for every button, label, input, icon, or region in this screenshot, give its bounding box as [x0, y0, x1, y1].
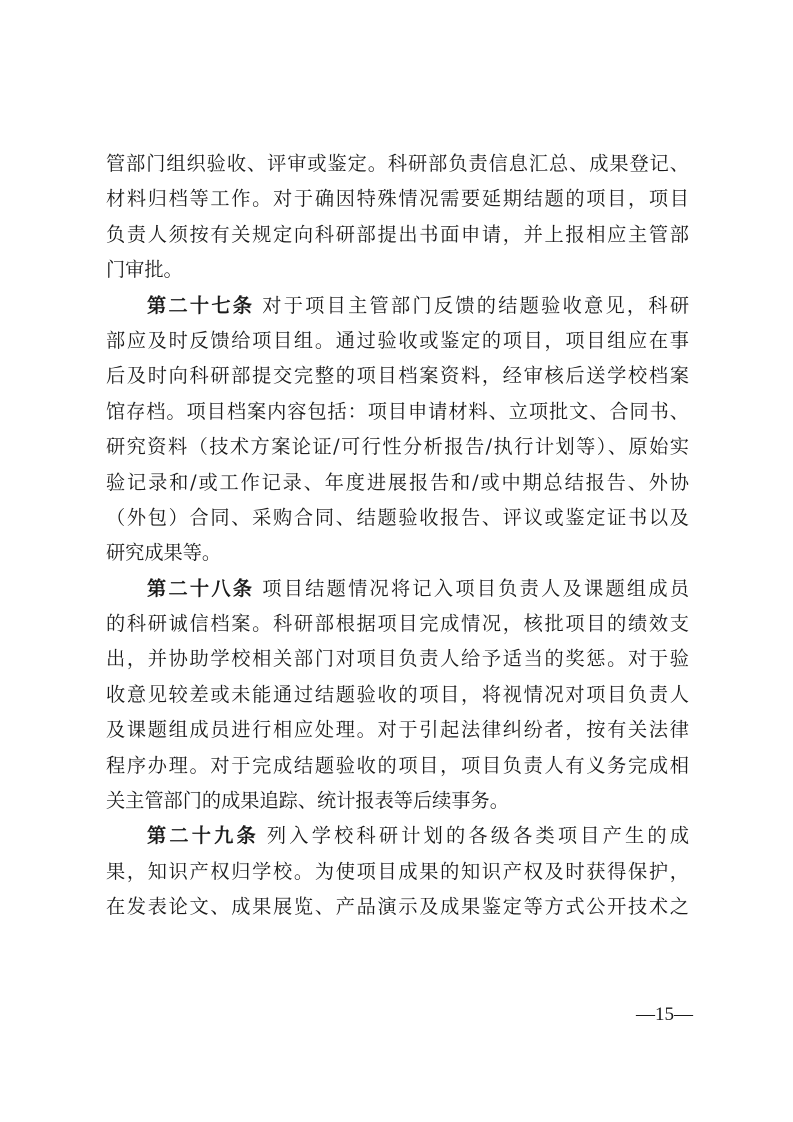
text-line: 在发表论文、成果展览、产品演示及成果鉴定等方式公开技术之: [106, 895, 689, 919]
text-line: 出，并协助学校相关部门对项目负责人给予适当的奖惩。对于验: [106, 647, 689, 671]
text-line: 馆存档。项目档案内容包括：项目申请材料、立项批文、合同书、: [106, 399, 689, 423]
text-line: 验记录和/或工作记录、年度进展报告和/或中期总结报告、外协: [106, 470, 689, 494]
article-first-line: [106, 818, 689, 853]
article-28: [106, 571, 689, 819]
text-line: （外包）合同、采购合同、结题验收报告、评议或鉴定证书以及: [106, 505, 689, 529]
text-line: 部应及时反馈给项目组。通过验收或鉴定的项目，项目组应在事: [106, 328, 689, 352]
text-line: 研究资料（技术方案论证/可行性分析报告/执行计划等）、原始实: [106, 435, 689, 459]
article-first-line: [106, 288, 689, 323]
text-line: 负责人须按有关规定向科研部提出书面申请，并上报相应主管部: [106, 222, 689, 246]
article-title: 第二十七条: [147, 293, 255, 317]
text-line: 及课题组成员进行相应处理。对于引起法律纠纷者，按有关法律: [106, 718, 689, 742]
article-27: [106, 288, 689, 571]
paragraph-continuation: [106, 146, 689, 288]
text-line: 程序办理。对于完成结题验收的项目，项目负责人有义务完成相: [106, 753, 689, 777]
text-line: 研究成果等。: [106, 541, 222, 565]
document-body: [106, 146, 689, 925]
text-line: 门审批。: [106, 258, 183, 282]
article-first-line: [106, 571, 689, 606]
text-line: 的科研诚信档案。科研部根据项目完成情况，核批项目的绩效支: [106, 612, 689, 636]
article-title: 第二十九条: [147, 824, 259, 848]
text-span: 列入学校科研计划的各级各类项目产生的成: [266, 824, 690, 848]
text-line: 收意见较差或未能通过结题验收的项目，将视情况对项目负责人: [106, 682, 689, 706]
text-line: 材料归档等工作。对于确因特殊情况需要延期结题的项目，项目: [106, 187, 689, 211]
article-29: [106, 818, 689, 924]
text-line: 关主管部门的成果追踪、统计报表等后续事务。: [106, 789, 509, 813]
text-span: 对于项目主管部门反馈的结题验收意见，科研: [262, 293, 690, 317]
text-line: 管部门组织验收、评审或鉴定。科研部负责信息汇总、成果登记、: [106, 152, 689, 175]
text-span: 项目结题情况将记入项目负责人及课题组成员: [262, 576, 690, 600]
text-line: 果，知识产权归学校。为使项目成果的知识产权及时获得保护，: [106, 859, 689, 883]
page-number: —15—: [636, 1004, 693, 1025]
article-title: 第二十八条: [147, 576, 255, 600]
text-line: 后及时向科研部提交完整的项目档案资料，经审核后送学校档案: [106, 364, 689, 388]
